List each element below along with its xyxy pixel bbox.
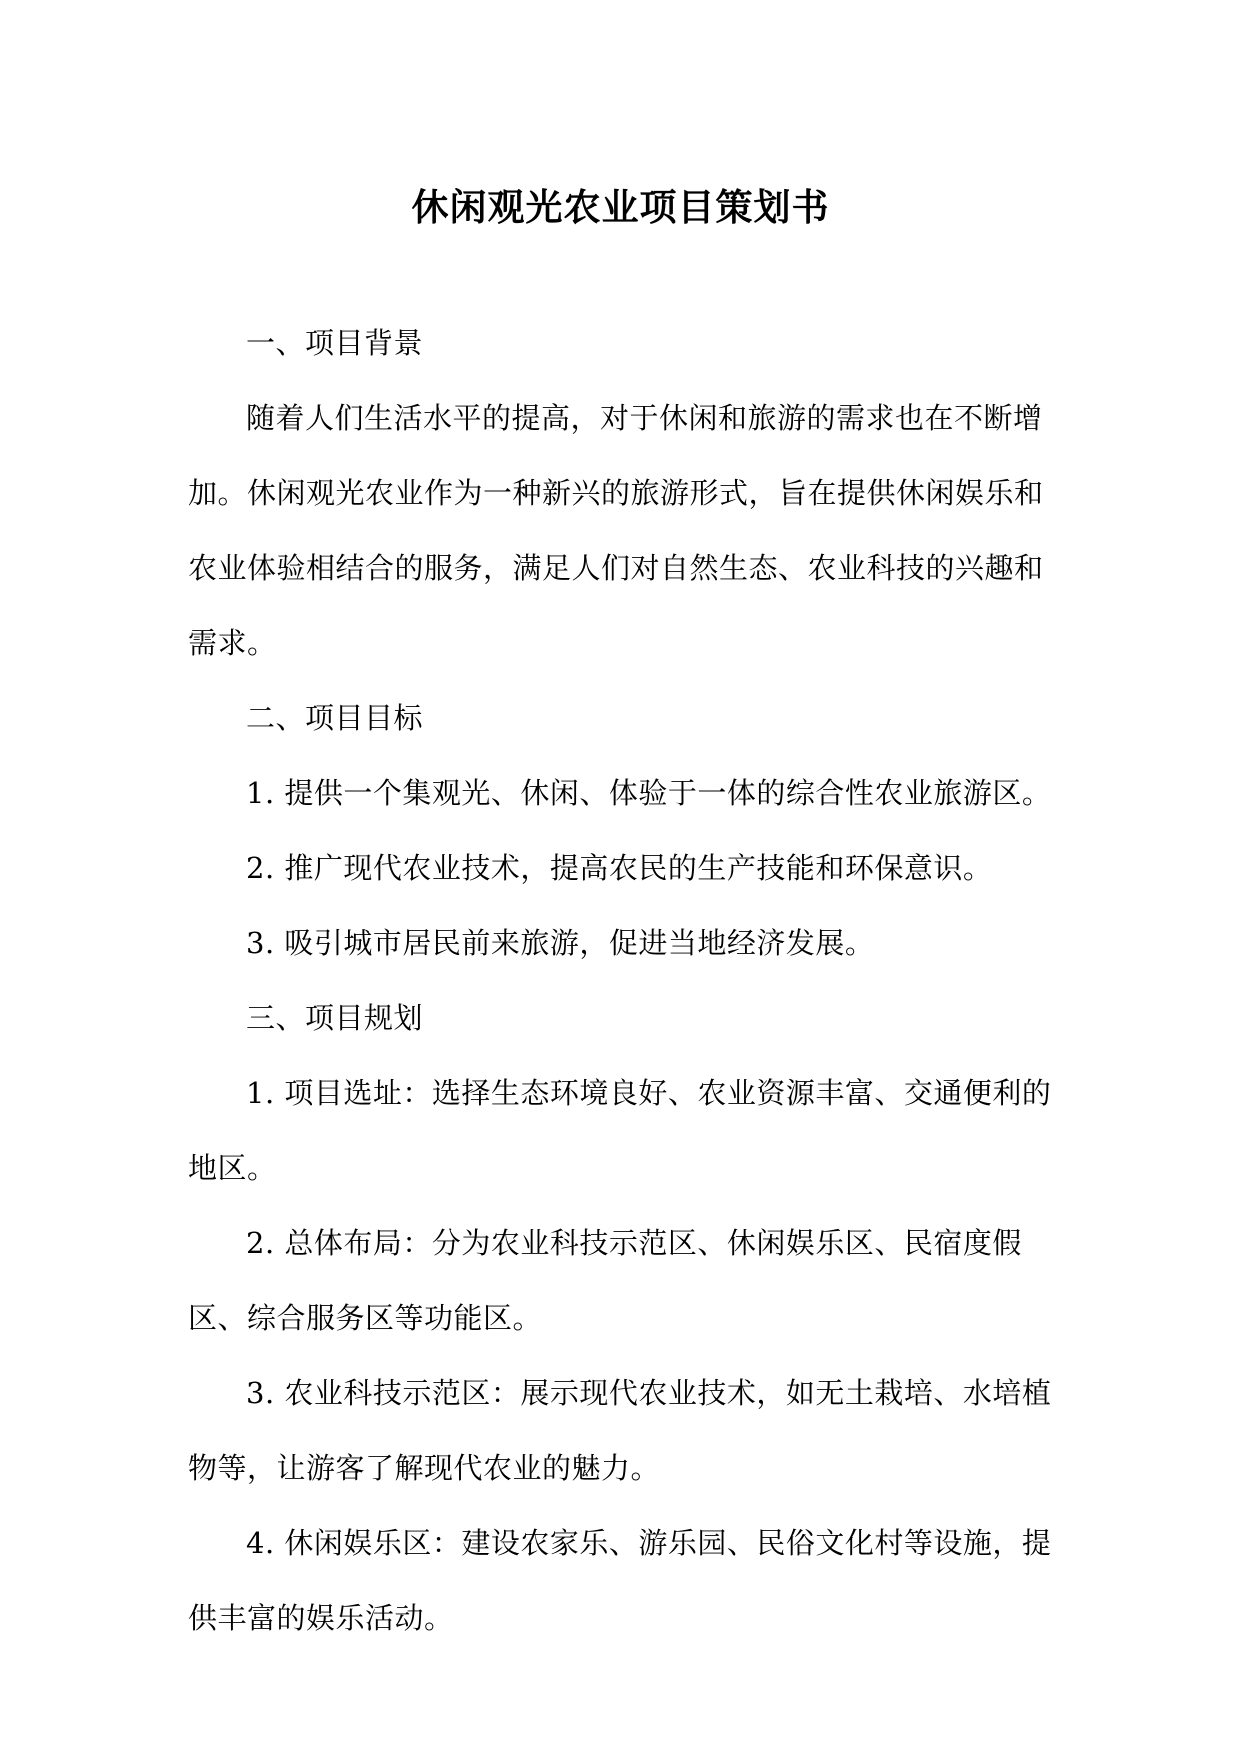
plan-item-3: 3. 农业科技示范区：展示现代农业技术，如无土栽培、水培植物等，让游客了解现代农业的魅力。 <box>188 1376 1052 1485</box>
document-title: 休闲观光农业项目策划书 <box>411 185 830 229</box>
plan-item-2: 2. 总体布局：分为农业科技示范区、休闲娱乐区、民宿度假区、综合服务区等功能区。 <box>188 1226 1022 1335</box>
goal-item-2: 2. 推广现代农业技术，提高农民的生产技能和环保意识。 <box>246 851 993 885</box>
section-heading-goals: 二、项目目标 <box>246 701 424 735</box>
section-heading-background: 一、项目背景 <box>246 326 424 360</box>
goal-item-3: 3. 吸引城市居民前来旅游，促进当地经济发展。 <box>246 926 875 960</box>
plan-item-1: 1. 项目选址：选择生态环境良好、农业资源丰富、交通便利的地区。 <box>188 1076 1052 1185</box>
document-body <box>188 306 1064 1656</box>
section-heading-planning: 三、项目规划 <box>246 1001 424 1035</box>
goal-item-1: 1. 提供一个集观光、休闲、体验于一体的综合性农业旅游区。 <box>246 776 1052 810</box>
paragraph-background: 随着人们生活水平的提高，对于休闲和旅游的需求也在不断增加。休闲观光农业作为一种新兴的旅游形式，旨在提供休闲娱乐和农业体验相结合的服务，满足人们对自然生态、农业科技的兴趣和需求。 <box>188 401 1044 660</box>
plan-item-4: 4. 休闲娱乐区：建设农家乐、游乐园、民俗文化村等设施，提供丰富的娱乐活动。 <box>188 1526 1052 1635</box>
